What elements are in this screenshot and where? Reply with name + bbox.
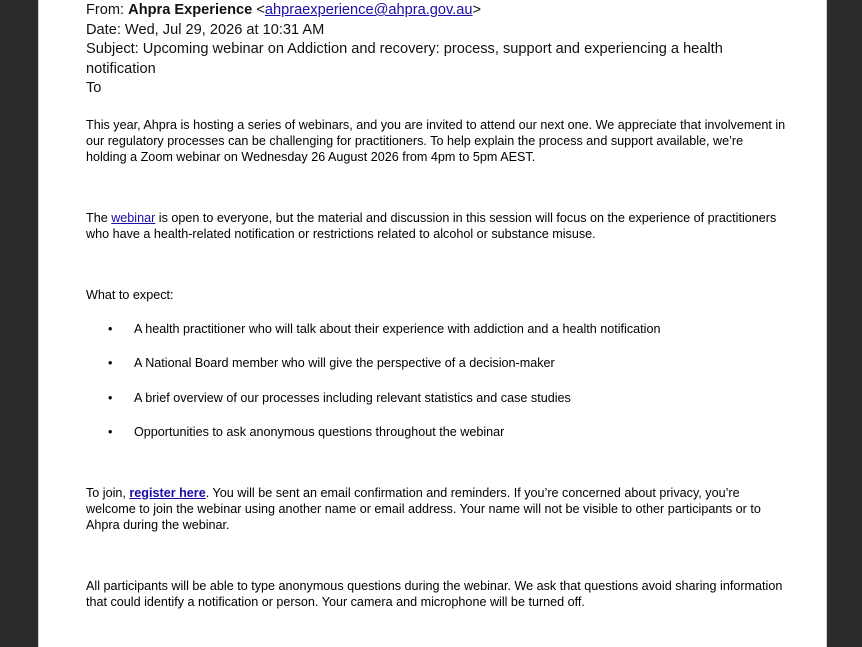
sender-email-link[interactable]: ahpraexperience@ahpra.gov.au xyxy=(264,2,473,18)
sender-name: Ahpra Experience xyxy=(128,2,253,18)
bullet-icon: • xyxy=(108,390,113,405)
sender-addr-close: > xyxy=(472,2,482,18)
sender-addr-open: < xyxy=(252,2,265,18)
list-item xyxy=(86,390,786,425)
from-line xyxy=(86,1,786,21)
webinar-link[interactable]: webinar xyxy=(111,210,156,225)
expect-heading: What to expect: xyxy=(86,287,174,302)
list-item-text: A National Board member who will give the perspective of a decision-maker xyxy=(134,356,555,370)
bullet-icon: • xyxy=(108,356,113,370)
register-here-link[interactable]: register here xyxy=(129,485,206,500)
list-item-text: A health practitioner who will talk about their experience with addiction and a health notification xyxy=(134,321,661,336)
to-line: To xyxy=(86,80,102,96)
email-content xyxy=(86,0,786,610)
bullet-icon: • xyxy=(108,425,113,439)
list-item-text: Opportunities to ask anonymous questions throughout the webinar xyxy=(134,425,505,439)
subject-line: Subject: Upcoming webinar on Addiction and recovery: process, support and experiencing a health notification xyxy=(86,41,723,77)
join-paragraph xyxy=(86,485,786,533)
list-item xyxy=(86,424,786,459)
webinar-paragraph xyxy=(86,210,786,242)
from-label: From: xyxy=(86,2,129,18)
date-line: Date: Wed, Jul 29, 2026 at 10:31 AM xyxy=(86,21,325,38)
document-page xyxy=(38,0,827,647)
expect-list xyxy=(86,321,786,459)
webinar-suffix: is open to everyone, but the material and discussion in this session will focus on the experience of practitioners who have a health-related notification or restrictions related to alcohol or substance misuse. xyxy=(86,210,777,241)
list-item-text: A brief overview of our processes including relevant statistics and case studies xyxy=(134,390,571,405)
join-prefix: To join, xyxy=(86,485,130,500)
list-item xyxy=(86,321,786,356)
email-header xyxy=(86,1,786,99)
list-item xyxy=(86,355,786,390)
join-suffix: . You will be sent an email confirmation and reminders. If you’re concerned about privacy, you’re welcome to join the webinar using another name or email address. Your name will not be visible to other participants or to Ahpra during the webinar. xyxy=(86,485,761,532)
bullet-icon: • xyxy=(108,321,113,336)
webinar-prefix: The xyxy=(86,210,112,225)
intro-paragraph: This year, Ahpra is hosting a series of webinars, and you are invited to attend our next one. We appreciate that involvement in our regulatory processes can be challenging for practitioners. To help explain the process and support available, we’re holding a Zoom webinar on Wednesday 26 August 2026 from 4pm to 5pm AEST. xyxy=(86,117,786,164)
participants-paragraph: All participants will be able to type anonymous questions during the webinar. We ask that questions avoid sharing information that could identify a notification or person. Your camera and microphone will be turned off. xyxy=(86,578,783,609)
